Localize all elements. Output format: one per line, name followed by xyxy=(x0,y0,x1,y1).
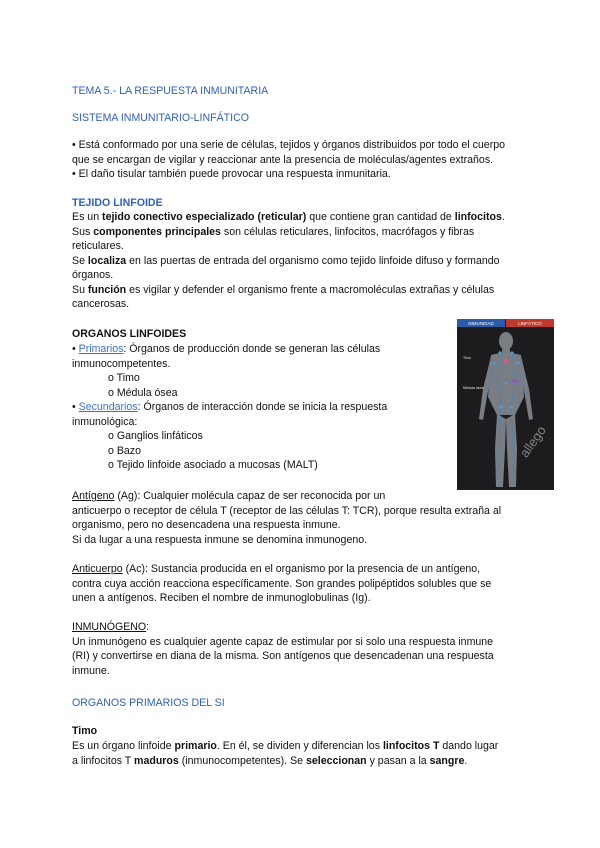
label-medula: Médula ósea xyxy=(463,386,484,390)
timo-paragraph xyxy=(72,739,498,768)
anticuerpo-paragraph xyxy=(72,562,491,606)
tejido-paragraph xyxy=(72,210,505,312)
text-line: reticulares. xyxy=(72,240,124,252)
text-line: inmune. xyxy=(72,664,110,677)
text-line: unen a antígenos. Reciben el nombre de inmunoglobulinas (Ig). xyxy=(72,592,371,604)
section-heading-sistema: SISTEMA INMUNITARIO-LINFÁTICO xyxy=(72,112,249,124)
text-line: Un inmunógeno es cualquier agente capaz de estimular por si solo una respuesta inmune xyxy=(72,635,494,648)
anticuerpo-term: Anticuerpo xyxy=(72,563,123,575)
section-heading-primarios: ORGANOS PRIMARIOS DEL SI xyxy=(72,697,225,709)
text-line: Es un tejido conectivo especializado (reticular) que contiene gran cantidad de linfocitos. xyxy=(72,211,505,223)
antigeno-paragraph xyxy=(72,489,501,547)
sub-list-item: o Bazo xyxy=(108,444,141,457)
secundarios-link[interactable]: Secundarios xyxy=(78,401,138,413)
text-line: órganos. xyxy=(72,269,114,281)
doc-title: TEMA 5.- LA RESPUESTA INMUNITARIA xyxy=(72,85,269,97)
section-heading-organos: ORGANOS LINFOIDES xyxy=(72,328,187,340)
section-heading-tejido: TEJIDO LINFOIDE xyxy=(72,197,163,209)
text-line: Anticuerpo (Ac): Sustancia producida en el organismo por la presencia de un antígeno, xyxy=(72,563,481,575)
text-line: a linfocitos T maduros (inmunocompetentes). Se seleccionan y pasan a la sangre. xyxy=(72,754,468,767)
lymphatic-system-image xyxy=(457,319,554,490)
bullet-line: • El daño tisular también puede provocar una respuesta inmunitaria. xyxy=(72,168,391,180)
inmunogeno-paragraph xyxy=(72,620,494,678)
text-line: (RI) y convertirse en diana de la misma. Son antígenos que desencadenan una respuesta xyxy=(72,650,494,662)
text-line: cancerosas. xyxy=(72,298,130,310)
sistema-paragraph xyxy=(72,138,505,182)
body-illustration xyxy=(457,319,554,490)
sub-list-item: o Ganglios linfáticos xyxy=(108,430,203,442)
list-item: • Primarios: Órganos de producción donde se generan las células xyxy=(72,343,381,355)
timo-heading: Timo xyxy=(72,725,98,737)
tab-right-label: LINFÁTICO xyxy=(518,321,542,326)
text-line: Antígeno (Ag): Cualquier molécula capaz de ser reconocida por un xyxy=(72,490,386,502)
antigeno-term: Antígeno xyxy=(72,490,115,502)
body-silhouette xyxy=(479,332,533,487)
inmunogeno-heading: INMUNÓGENO xyxy=(72,621,147,633)
text-line: INMUNÓGENO: xyxy=(72,621,150,633)
thymus-mark xyxy=(504,359,509,364)
sub-list-item: o Médula ósea xyxy=(108,386,178,399)
bullet-line: • Está conformado por una serie de células, tejidos y órganos distribuidos por todo el cuerpo xyxy=(72,139,506,151)
label-timo: Timo xyxy=(463,356,471,360)
tab-left-label: INMUNIDAD xyxy=(468,321,494,326)
list-item: • Secundarios: Órganos de interacción donde se inicia la respuesta xyxy=(72,401,388,413)
watermark-text: allego xyxy=(516,423,549,461)
text-line: anticuerpo o receptor de célula T (receptor de las células T: TCR), porque resulta extraña al xyxy=(72,504,502,517)
organos-list xyxy=(72,342,387,473)
text-line: organismo, pero no desencadena una respuesta inmune. xyxy=(72,519,341,531)
bullet-line: que se encargan de vigilar y reaccionar ante la presencia de moléculas/agentes extraños. xyxy=(72,153,494,166)
text-line: Se localiza en las puertas de entrada del organismo como tejido linfoide difuso y formando xyxy=(72,254,500,267)
sub-list-item: o Tejido linfoide asociado a mucosas (MALT) xyxy=(108,459,318,471)
list-item: inmunocompetentes. xyxy=(72,357,171,370)
list-item: inmunológica: xyxy=(72,415,138,428)
text-line: contra cuya acción reacciona específicamente. Son grandes polipéptidos solubles que se xyxy=(72,577,492,590)
text-line: Es un órgano linfoide primario. En él, se dividen y diferencian los linfocitos T dando lugar xyxy=(72,740,499,752)
text-line: Sus componentes principales son células reticulares, linfocitos, macrófagos y fibras xyxy=(72,225,475,238)
text-line: Su función es vigilar y defender el organismo frente a macromoléculas extrañas y células xyxy=(72,283,495,296)
text-line: Si da lugar a una respuesta inmune se denomina inmunogeno. xyxy=(72,533,368,546)
sub-list-item: o Timo xyxy=(108,372,140,384)
primarios-link[interactable]: Primarios xyxy=(78,343,124,355)
